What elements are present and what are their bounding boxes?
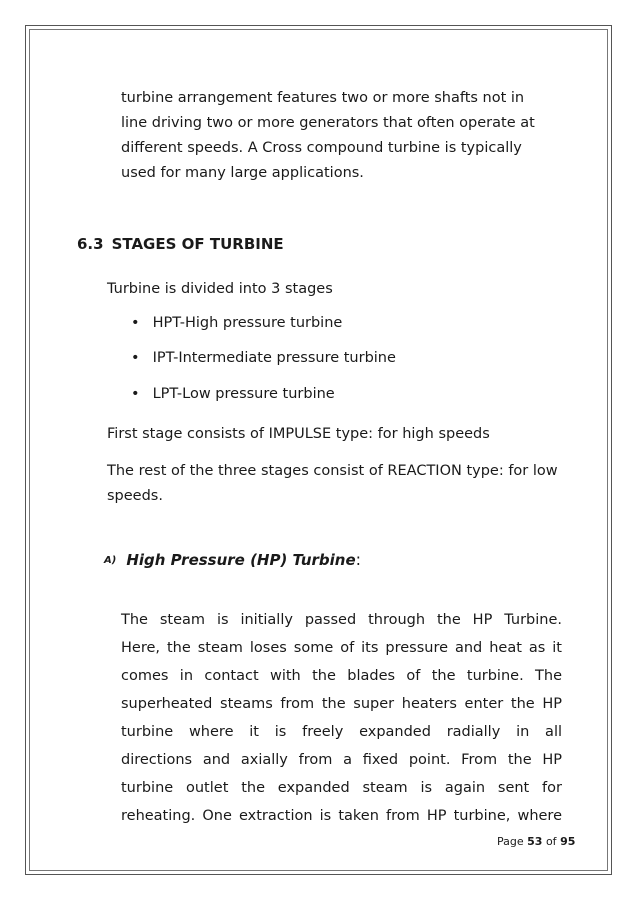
current-page: 53	[527, 835, 543, 848]
bullet-icon: •	[131, 386, 140, 402]
list-item: • IPT-Intermediate pressure turbine	[131, 350, 396, 366]
paragraph-line: different speeds. A Cross compound turbine is typically	[121, 140, 522, 156]
section-title: STAGES OF TURBINE	[111, 235, 284, 253]
paragraph-line: turbine outlet the expanded steam is again sent for	[121, 780, 562, 796]
paragraph-line: directions and axially from a fixed point. From the HP	[121, 752, 562, 768]
paragraph-line: Here, the steam loses some of its pressure and heat as it	[121, 640, 562, 656]
section-heading	[77, 235, 284, 253]
subsection-title: High Pressure (HP) Turbine	[126, 551, 356, 569]
section-number: 6.3	[77, 235, 104, 253]
paragraph-line: superheated steams from the super heaters enter the HP	[121, 696, 562, 712]
page-number-footer: Page 53 of 95	[497, 835, 576, 848]
paragraph-line: line driving two or more generators that often operate at	[121, 115, 535, 131]
first-stage-text: First stage consists of IMPULSE type: for high speeds	[107, 426, 490, 442]
total-pages: 95	[560, 835, 576, 848]
paragraph-line: turbine arrangement features two or more shafts not in	[121, 90, 525, 106]
list-item: • LPT-Low pressure turbine	[131, 386, 335, 402]
subsection-heading: A) High Pressure (HP) Turbine:	[104, 550, 362, 569]
paragraph-line: used for many large applications.	[121, 165, 364, 181]
paragraph-line: The rest of the three stages consist of REACTION type: for low	[107, 463, 558, 479]
bullet-icon: •	[131, 350, 140, 366]
paragraph-line: reheating. One extraction is taken from HP turbine, where	[121, 808, 562, 824]
list-item: • HPT-High pressure turbine	[131, 315, 343, 331]
paragraph-line: speeds.	[107, 488, 163, 504]
subsection-letter: A)	[104, 555, 117, 566]
bullet-icon: •	[131, 315, 140, 331]
stages-intro: Turbine is divided into 3 stages	[107, 281, 333, 297]
paragraph-line: The steam is initially passed through the HP Turbine.	[121, 612, 562, 628]
paragraph-line: turbine where it is freely expanded radially in all	[121, 724, 562, 740]
paragraph-line: comes in contact with the blades of the turbine. The	[121, 668, 562, 684]
